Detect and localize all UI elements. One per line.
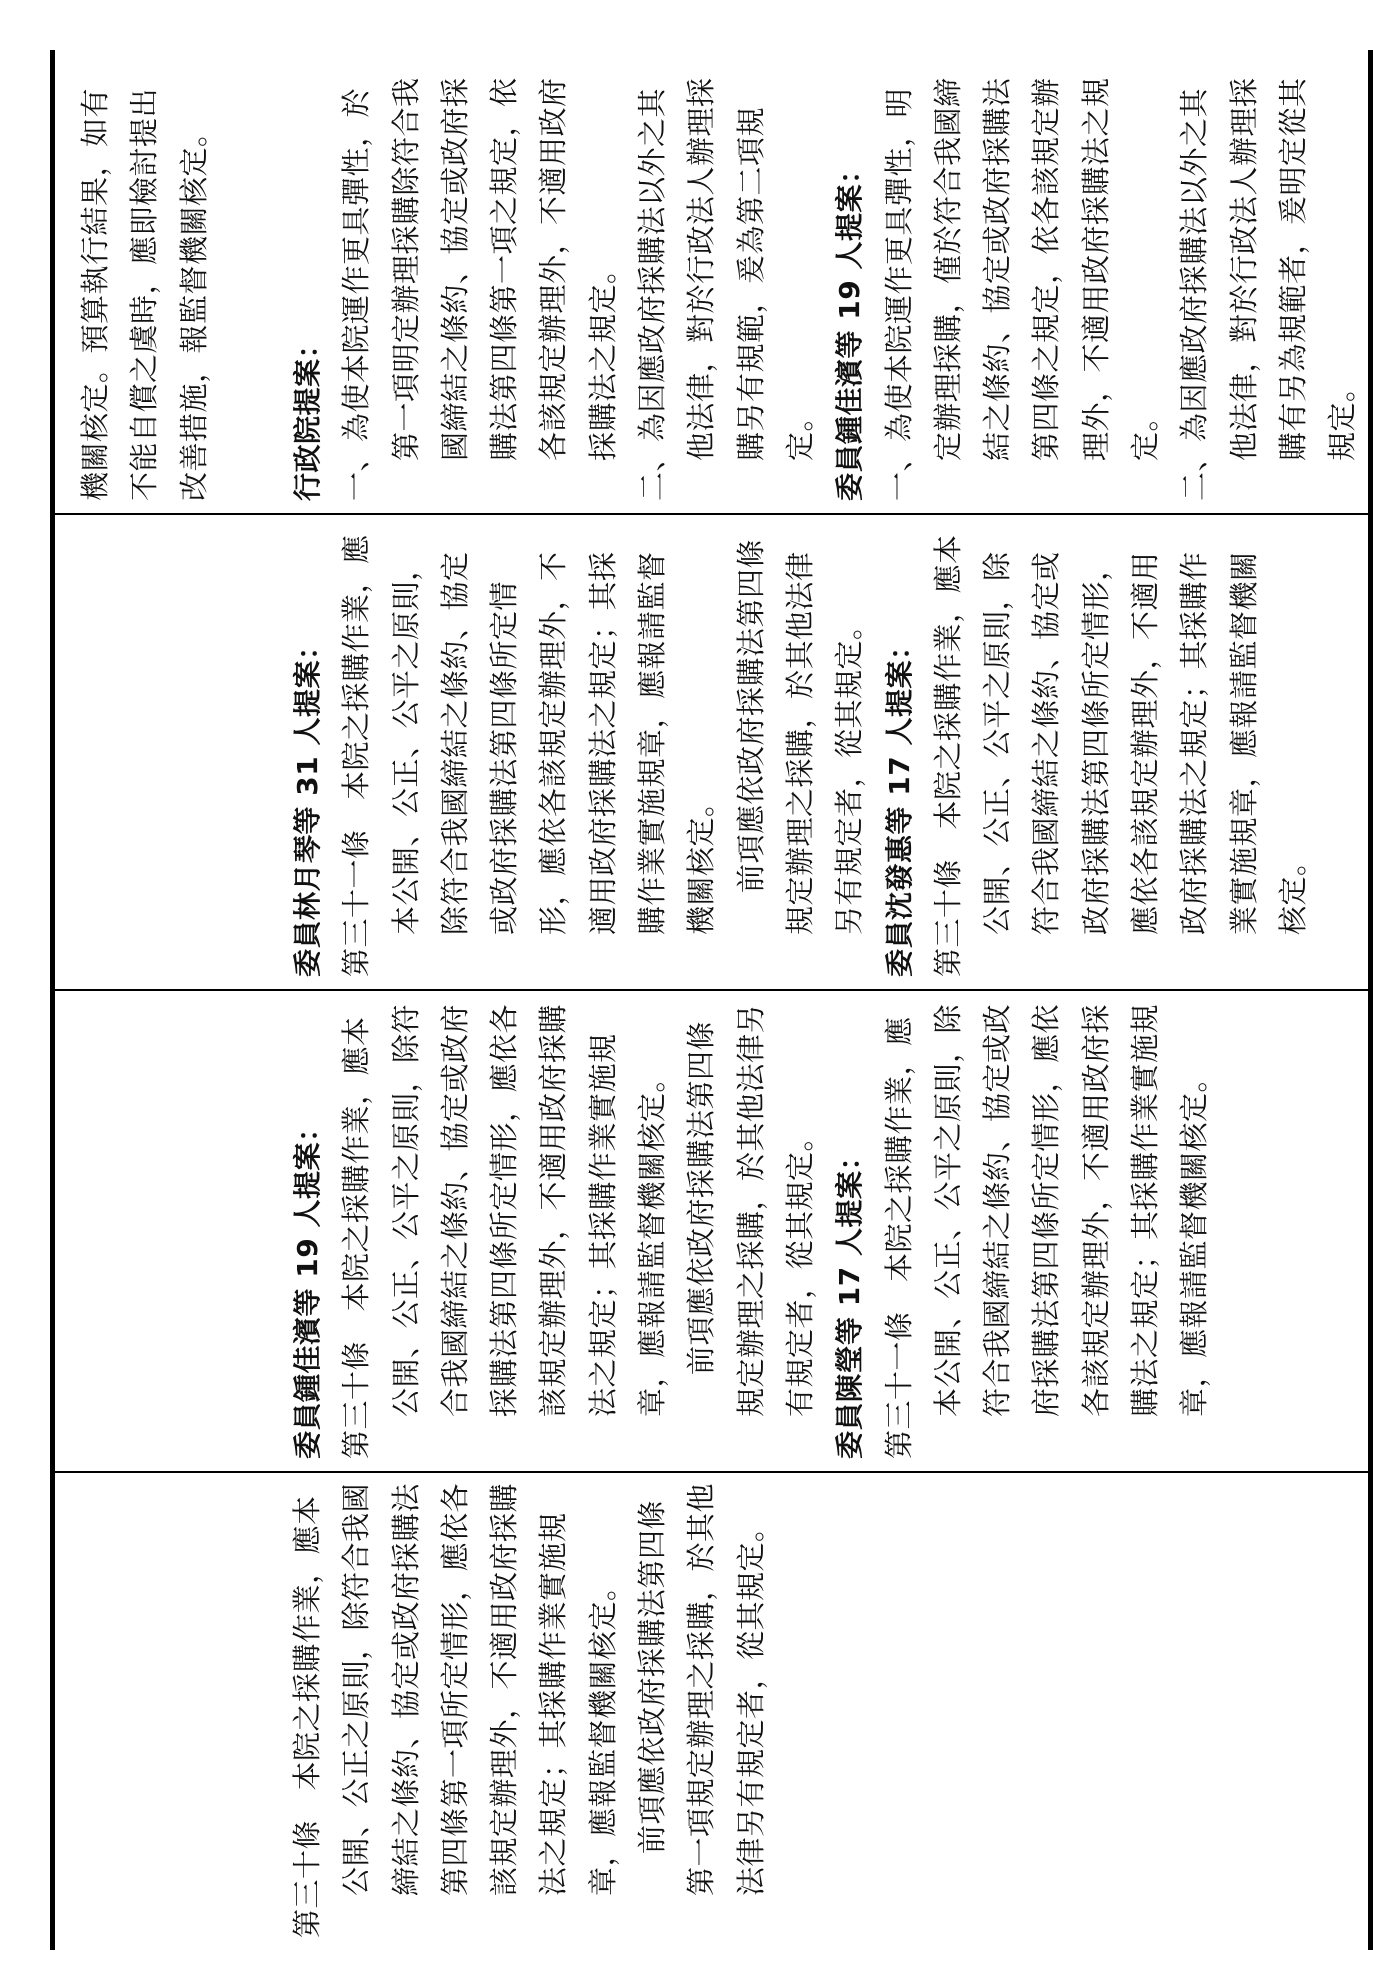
rotated-page (50, 50, 1360, 1950)
article-text: 第三十條 本院之採購作業，應本公開、公正、公平之原則，除符合我國締結之條約、協定或政府採購法第四條所定情形，應依各該規定辦理外，不適用政府採購法之規定；其採購作業實施規章，應報請監督機關核定。 (339, 1003, 670, 1459)
proposal-heading: 委員鍾佳濱等 19 人提案： (833, 155, 867, 501)
table-row (275, 50, 1370, 1950)
table-cell (53, 514, 276, 990)
explanation-item: 二、為因應政府採購法以外之其他法律，對於行政法人辦理採購有另為規範者，爰明定從其規定。 (1177, 77, 1360, 501)
article-paragraph: 前項應依政府採購法第四條規定辦理之採購，於其他法律另有規定者，從其規定。 (684, 1003, 817, 1417)
article-text: 第三十條 本院之採購作業，應本公開、公正、公平之原則，除符合我國締結之條約、協定或政府採購法第四條所定情形，應依各該規定辦理外，不適用政府採購法之規定；其採購作業實施規章，應報請監督機關核定。 (930, 534, 1310, 977)
explanation-item: 一、為使本院運作更具彈性，於第一項明定辦理採購除符合我國締結之條約、協定或政府採購法第四條第一項之規定，依各該規定辦理外，不適用政府採購法之規定。 (339, 77, 620, 501)
article-paragraph: 前項應依政府採購法第四條規定辦理之採購，於其他法律另有規定者，從其規定。 (733, 538, 867, 935)
article-text: 第三十一條 本院之採購作業，應本公開、公正、公平之原則，除符合我國締結之條約、協定或政府採購法第四條所定情形，應依各該規定辦理外，不適用政府採購法之規定；其採購作業實施規章，應報請監督機關核定。 (881, 1003, 1212, 1459)
explanation-item: 一、為使本院運作更具彈性，明定辦理採購，僅於符合我國締結之條約、協定或政府採購法第四條之規定，依各該規定辦理外，不適用政府採購法之規定。 (881, 77, 1163, 501)
explanation-item: 二、為因應政府採購法以外之其他法律，對於行政法人辦理採購另有規範，爰為第二項規定。 (635, 77, 817, 501)
proposal-heading: 委員沈發惠等 17 人提案： (882, 631, 916, 977)
proposal-heading: 委員陳瑩等 17 人提案： (833, 1142, 867, 1459)
table-cell (275, 514, 1370, 990)
article-paragraph: 前項應依政府採購法第四條第一項規定辦理之採購，於其他法律另有規定者，從其規定。 (635, 1482, 768, 1896)
table-cell (275, 1472, 1370, 1950)
table-row (53, 50, 276, 1950)
table-cell (53, 990, 276, 1472)
article-text: 第三十條 本院之採購作業，應本公開、公正之原則，除符合我國締結之條約、協定或政府採購法第四條第一項所定情形，應依各該規定辦理外，不適用政府採購法之規定；其採購作業實施規章，應報監督機關核定。 (290, 1482, 620, 1938)
table-cell (275, 990, 1370, 1472)
proposal-heading: 委員鍾佳濱等 19 人提案： (291, 1113, 324, 1459)
proposal-heading: 行政院提案： (291, 329, 324, 501)
table-cell (275, 50, 1370, 514)
table-cell (53, 1472, 276, 1950)
table-cell (53, 50, 276, 514)
text-paragraph: 機關核定。預算執行結果，如有不能自償之虞時，應即檢討提出改善措施，報監督機關核定。 (78, 87, 211, 501)
article-text: 第三十一條 本院之採購作業，應本公開、公正、公平之原則，除符合我國締結之條約、協定或政府採購法第四條所定情形，應依各該規定辦理外，不適用政府採購法之規定；其採購作業實施規章，應報請監督機關核定。 (339, 534, 719, 977)
proposal-heading: 委員林月琴等 31 人提案： (291, 631, 324, 977)
law-comparison-table (50, 50, 1373, 1950)
